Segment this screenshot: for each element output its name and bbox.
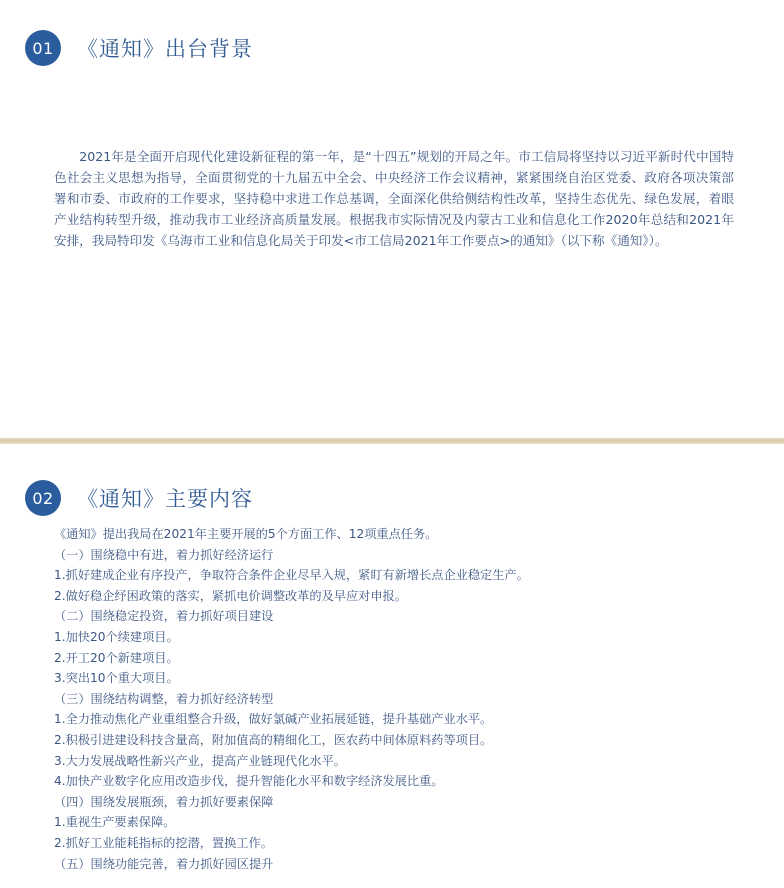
section-main-content: [0, 444, 784, 888]
list-item: （一）围绕稳中有进，着力抓好经济运行: [54, 547, 274, 562]
list-item: 4.加快产业数字化应用改造步伐，提升智能化水平和数字经济发展比重。: [54, 774, 444, 789]
list-item: 2.做好稳企纾困政策的落实，紧抓电价调整改革的及早应对申报。: [54, 588, 407, 603]
section-number-badge: 02: [25, 480, 61, 516]
list-item: 1.抓好建成企业有序投产，争取符合条件企业尽早入规，紧盯有新增长点企业稳定生产。: [54, 568, 529, 583]
list-item: （二）围绕稳定投资，着力抓好项目建设: [54, 609, 274, 624]
list-item: （三）围绕结构调整，着力抓好经济转型: [54, 691, 274, 706]
section-title: 《通知》主要内容: [77, 487, 253, 511]
section-background: [0, 0, 784, 438]
list-item: 1.加快20个续建项目。: [54, 629, 179, 644]
background-paragraph: 2021年是全面开启现代化建设新征程的第一年，是“十四五”规划的开局之年。市工信局将坚持以习近平新时代中国特色社会主义思想为指导，全面贯彻党的十九届五中全会、中央经济工作会议精神，紧紧围绕自治区党委、政府各项决策部署和市委、市政府的工作要求，坚持稳中求进工作总基调，全面深化供给侧结构性改革，坚持生态优先、绿色发展，着眼产业结构转型升级，推动我市工业经济高质量发展。根据我市实际情况及内蒙古工业和信息化工作2020年总结和2021年安排，我局特印发《乌海市工业和信息化局关于印发<市工信局2021年工作要点>的通知》（以下称《通知》）。: [54, 149, 734, 248]
list-item: （五）围绕功能完善，着力抓好园区提升: [54, 856, 274, 871]
section-title: 《通知》出台背景: [77, 37, 253, 61]
section-number-badge: 01: [25, 30, 61, 66]
list-item: 2.积极引进建设科技含量高，附加值高的精细化工，医农药中间体原料药等项目。: [54, 732, 493, 747]
list-item: 1.全力推动焦化产业重组整合升级，做好氯碱产业拓展延链，提升基础产业水平。: [54, 712, 493, 727]
main-content-list: [54, 524, 754, 874]
section-heading-background: [25, 30, 253, 66]
list-item: 2.抓好工业能耗指标的挖潜，置换工作。: [54, 835, 273, 850]
list-item: 2.开工20个新建项目。: [54, 650, 179, 665]
list-item: 《通知》提出我局在2021年主要开展的5个方面工作、12项重点任务。: [54, 527, 438, 541]
list-item: （四）围绕发展瓶颈，着力抓好要素保障: [54, 794, 274, 809]
list-item: 1.重视生产要素保障。: [54, 815, 176, 830]
list-item: 3.突出10个重大项目。: [54, 671, 179, 686]
list-item: 3.大力发展战略性新兴产业，提高产业链现代化水平。: [54, 753, 346, 768]
section-heading-main-content: [25, 480, 253, 516]
